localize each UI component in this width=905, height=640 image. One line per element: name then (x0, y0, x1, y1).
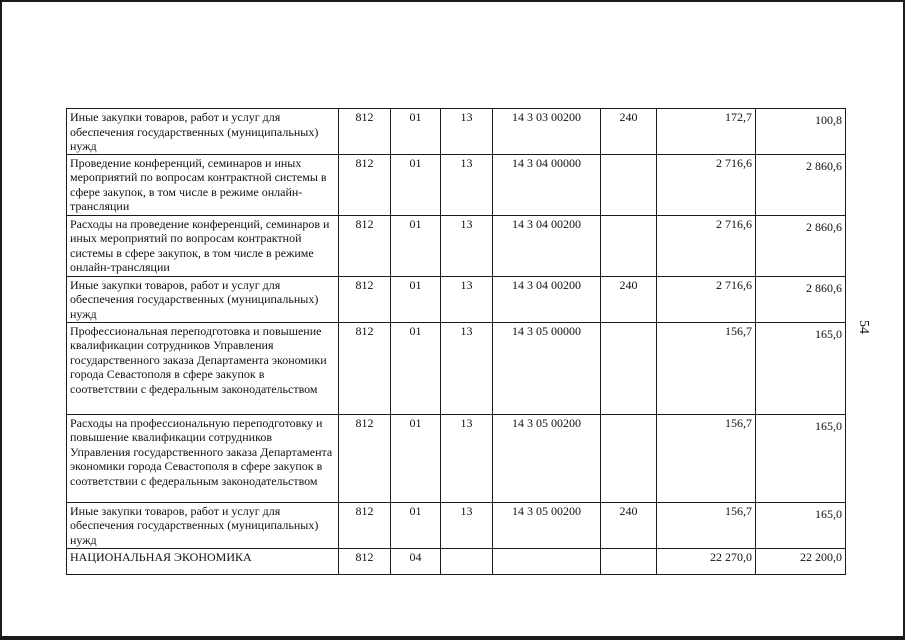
row-pr: 13 (441, 215, 493, 276)
row-sum-2: 100,8 (756, 109, 846, 155)
row-rz: 01 (391, 109, 441, 155)
row-vr (601, 548, 657, 574)
row-ved: 812 (339, 154, 391, 215)
row-sum-2: 2 860,6 (756, 154, 846, 215)
row-name: Расходы на профессиональную переподготовку и повышение квалификации сотрудников Управления государственного заказа Департамента экономики города Севастополя в сфере закупок в соответствии с федеральным законодательством (67, 414, 339, 502)
table-row (67, 548, 846, 574)
row-csr: 14 3 03 00200 (493, 109, 601, 155)
row-vr (601, 154, 657, 215)
table-row (67, 154, 846, 215)
row-vr (601, 215, 657, 276)
row-sum-1: 156,7 (657, 502, 756, 548)
row-rz: 01 (391, 215, 441, 276)
row-rz: 04 (391, 548, 441, 574)
row-sum-2: 22 200,0 (756, 548, 846, 574)
row-sum-2: 165,0 (756, 502, 846, 548)
budget-table (66, 108, 846, 575)
row-csr (493, 548, 601, 574)
row-name: Профессиональная переподготовка и повышение квалификации сотрудников Управления государственного заказа Департамента экономики города Севастополя в сфере закупок в соответствии с федеральным законодательством (67, 322, 339, 414)
row-sum-2: 165,0 (756, 322, 846, 414)
row-rz: 01 (391, 154, 441, 215)
row-pr: 13 (441, 322, 493, 414)
row-vr: 240 (601, 276, 657, 322)
table-row (67, 414, 846, 502)
row-ved: 812 (339, 109, 391, 155)
scan-border-left (0, 0, 2, 640)
row-sum-1: 22 270,0 (657, 548, 756, 574)
row-csr: 14 3 04 00000 (493, 154, 601, 215)
row-name: Расходы на проведение конференций, семинаров и иных мероприятий по вопросам контрактной системы в сфере закупок, в том числе в режиме онлайн-трансляции (67, 215, 339, 276)
row-sum-2: 165,0 (756, 414, 846, 502)
row-name: Проведение конференций, семинаров и иных мероприятий по вопросам контрактной системы в сфере закупок, в том числе в режиме онлайн-трансляции (67, 154, 339, 215)
row-sum-1: 2 716,6 (657, 215, 756, 276)
table-row (67, 502, 846, 548)
row-vr (601, 322, 657, 414)
row-pr: 13 (441, 154, 493, 215)
row-ved: 812 (339, 414, 391, 502)
table-row (67, 276, 846, 322)
row-vr: 240 (601, 502, 657, 548)
row-name: Иные закупки товаров, работ и услуг для обеспечения государственных (муниципальных) нужд (67, 109, 339, 155)
row-name: Иные закупки товаров, работ и услуг для обеспечения государственных (муниципальных) нужд (67, 502, 339, 548)
row-pr: 13 (441, 109, 493, 155)
table-row (67, 215, 846, 276)
row-sum-1: 156,7 (657, 322, 756, 414)
scan-border-top (0, 0, 905, 2)
row-sum-2: 2 860,6 (756, 276, 846, 322)
row-name: НАЦИОНАЛЬНАЯ ЭКОНОМИКА (67, 548, 339, 574)
table-row (67, 109, 846, 155)
row-ved: 812 (339, 322, 391, 414)
row-ved: 812 (339, 276, 391, 322)
row-vr (601, 414, 657, 502)
row-pr (441, 548, 493, 574)
row-rz: 01 (391, 322, 441, 414)
row-ved: 812 (339, 502, 391, 548)
page-number: 54 (856, 320, 871, 334)
row-ved: 812 (339, 215, 391, 276)
row-csr: 14 3 04 00200 (493, 276, 601, 322)
row-sum-2: 2 860,6 (756, 215, 846, 276)
row-pr: 13 (441, 276, 493, 322)
scan-border-bottom (0, 636, 905, 640)
row-sum-1: 2 716,6 (657, 154, 756, 215)
row-csr: 14 3 05 00000 (493, 322, 601, 414)
row-sum-1: 172,7 (657, 109, 756, 155)
row-csr: 14 3 05 00200 (493, 502, 601, 548)
row-rz: 01 (391, 502, 441, 548)
row-csr: 14 3 04 00200 (493, 215, 601, 276)
row-name: Иные закупки товаров, работ и услуг для обеспечения государственных (муниципальных) нужд (67, 276, 339, 322)
row-rz: 01 (391, 414, 441, 502)
row-pr: 13 (441, 414, 493, 502)
row-vr: 240 (601, 109, 657, 155)
row-sum-1: 2 716,6 (657, 276, 756, 322)
row-pr: 13 (441, 502, 493, 548)
row-csr: 14 3 05 00200 (493, 414, 601, 502)
row-sum-1: 156,7 (657, 414, 756, 502)
row-rz: 01 (391, 276, 441, 322)
row-ved: 812 (339, 548, 391, 574)
table-row (67, 322, 846, 414)
